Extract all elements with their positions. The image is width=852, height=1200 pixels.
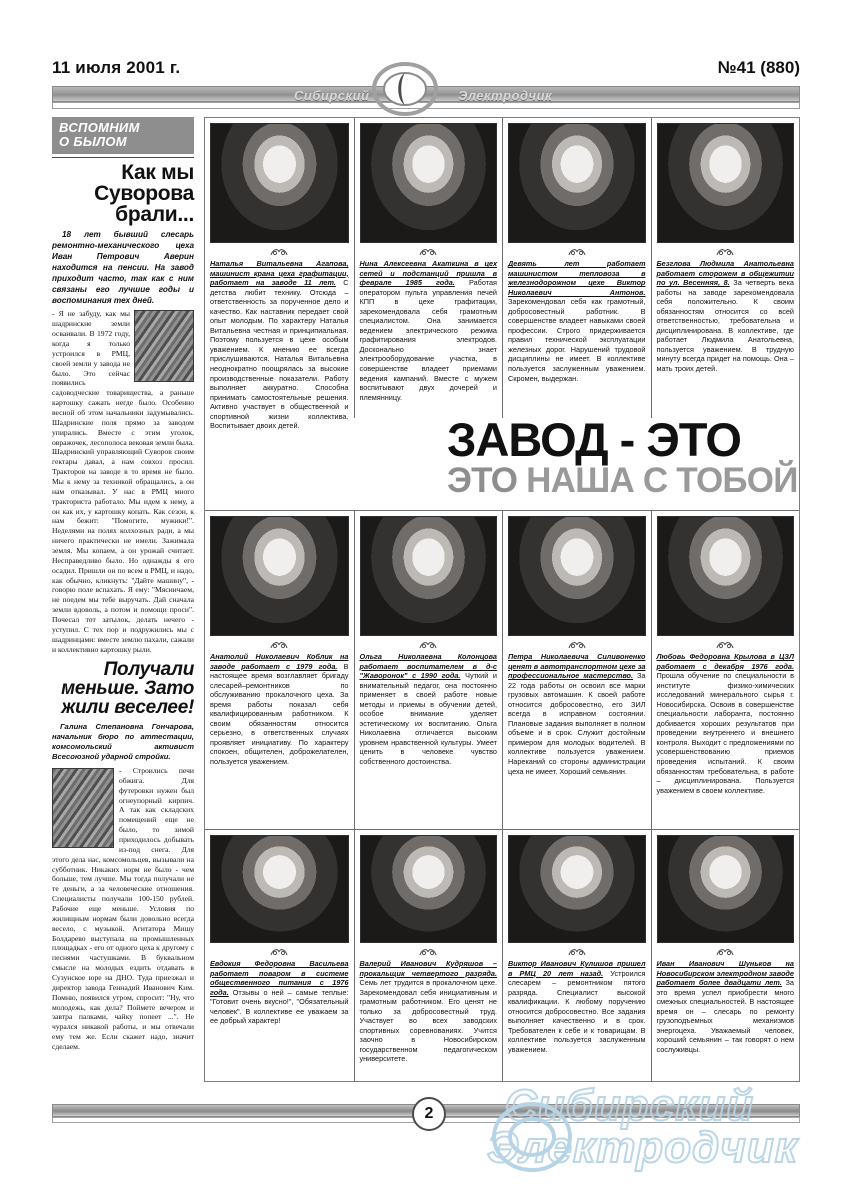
worker-cell <box>354 830 503 1082</box>
worker-caption <box>360 259 498 402</box>
worker-text: Работая оператором пульта управления печей КПП в цехе графитации, зарекомендовала себя грамотным специалистом. Она занимается ведением электрического режима графитирования электродов. Досконально знает электрооборудование участка, в совершенстве владеет приемами ведения кампаний. Вместе с мужем воспитывают двух дочерей и племянницу. <box>359 278 497 402</box>
worker-text: Отзывы о ней – самые теплые: "Готовит очень вкусно!", "Обязательный человек". В коллективе ее уважаем за ее добрый характер! <box>210 987 349 1026</box>
ornament-icon <box>715 946 735 958</box>
worker-photo <box>210 123 349 243</box>
worker-caption <box>508 259 646 383</box>
worker-name: Валерий Иванович Кудряшов – прокальщик четвертого разряда. <box>359 959 497 978</box>
worker-row-2 <box>205 511 799 829</box>
worker-cell <box>651 118 800 418</box>
worker-name: Анатолий Николаевич Коблик на заводе работает с 1979 года. <box>210 652 349 671</box>
worker-cell <box>205 511 354 829</box>
worker-cell <box>205 830 354 1082</box>
sidebar-body-1 <box>52 309 194 654</box>
ornament-icon <box>269 246 289 258</box>
watermark-ring-icon <box>490 1100 574 1174</box>
worker-name: Нина Алексеевна Акаткина в цех сетей и подстанций пришла в феврале 1985 года. <box>359 259 497 288</box>
issue-date: 11 июля 2001 г. <box>52 58 181 77</box>
worker-name: Евдокия Федоровна Васильева работает поваром в системе общественного питания с 1976 года. <box>210 959 349 997</box>
worker-photo <box>360 123 498 243</box>
ornament-icon <box>269 639 289 651</box>
worker-photo <box>508 835 646 943</box>
sidebar-kicker-line1: ВСПОМНИМ <box>59 120 140 135</box>
ornament-icon <box>418 946 438 958</box>
worker-photo <box>210 516 349 636</box>
worker-text: Зарекомендовал себя как грамотный, добросовестный работник. В совершенстве владеет навыками своей профессии. Строго придерживается правил технической эксплуатации железных дорог. Нарушений трудовой дисциплины не имеет. В коллективе пользуется заслуженным уважением. Скромен, выдержан. <box>508 297 646 383</box>
worker-row-1 <box>205 118 799 431</box>
sidebar-headline: Как мы Суворова брали... <box>94 161 194 227</box>
sidebar-body-1-text: - Я не забуду, как мы шадринские земли осваивали. В 1972 году, когда я только устроился в РМЦ, своей земли у завода не было. Это сейчас появились садоводческие товарищества, а раньше картошку сажать негде было. Особенно весной об этом начальники задумывались. Шадринские поля прямо за заводом упирались. Вместе с этим уголок, овражочек, лесополоса вековая земли была. Шадринский управляющий Суворов своим гектары давал, а нам совхоз просил. Тракторов на заводе в то время не было. Мы к нему за техникой обращались, а он нам отказывал. У нас в РМЦ много тракториста работало. Мы идем к нему, а он как их, у картошку копать. Как сезон, к нам бежит: "Помогите, мужики!". Неделями на полях колхозных ради, а мы ничего практически не имели. Зажимала земля. Мы копаем, а он урожай считает. Несправедливо было. Но однажды я его осадил. Пришли он по всем в РМЦ, и надо, как обычно, кликнуть: "Дайте машину", - говорю поле вспахать. Я ему: "Мясничаем, не поедем мы тебе выручать. Дай сначала земли вдоволь, а потом и помощи проси". Почесал тот затылок, делать нечего - уступил. С тех пор и подружились мы с шадринцами: вместе землю пахали, сажали и коллективно картошку рыли. <box>52 309 194 654</box>
sidebar-kicker <box>52 117 194 154</box>
worker-name: Любовь Федоровна Крылова в ЦЗЛ работает с декабря 1976 года. <box>656 652 794 671</box>
page-number: 2 <box>412 1097 446 1131</box>
worker-caption <box>508 959 646 1054</box>
worker-photo <box>657 516 795 636</box>
worker-text: За 22 года работы он освоил все марки грузовых автомашин. К своей работе относится добросовестно, его ЗИЛ всегда в исправном состоянии. Плановые задания выполняет в полном объеме и в срок. Служит достойным примером для молодых водителей. В коллективе пользуется уважением. Нареканий со стороны администрации цеха не имеет. Хороший семьянин. <box>508 671 646 776</box>
ornament-icon <box>567 639 587 651</box>
worker-cell <box>651 511 800 829</box>
feature-headline-line2 <box>447 460 799 500</box>
worker-caption <box>657 652 795 795</box>
sidebar-body-2-text: - Строились печи обжига. Для футеровки нужен был огнеупорный кирпич. А так как складских помещений еще не было, то зимой приходилось добывать из-под снега. Для этого дела нас, комсомольцев, вызывали на субботник. Никаких норм не было - чем больше, тем лучше. Мы тогда получали не те деньги, а за человеческие отношения. Специалисты получали 100-150 рублей. Рабочие еще меньше. Условия по жилищным нормам были довольно всегда весело, с музыкой. Агитатора Мишу Болдарево выступала на промышленных площадках - его от одного цеха к другому с песнями частушками. В буквальном смысле на молодых ездить отдавать в Сузунское юре на ДНО. Туда приезжал и директор завода Геннадий Иванович Ким. Помню, появился утром, спросит: "Ну, что молодежь, как дела? Поймете вечером и завтра палками, чайку попеет ...". Не чурался никакой работы, и мы отвечали ему тем же. Если скажет надо, значит сделаем. <box>52 765 194 1051</box>
feature-headline-line2-b: НАША С ТОБОЙ <box>526 460 798 500</box>
worker-caption <box>508 652 646 776</box>
worker-caption <box>210 652 349 767</box>
worker-name: Безглова Людмила Анатольевна работает сторожем в общежитии по ул. Весенняя, 8. <box>656 259 794 288</box>
page-footer <box>52 1096 800 1130</box>
feature-headline-line1: ЗАВОД - ЭТО <box>447 413 741 466</box>
masthead <box>52 52 800 110</box>
worker-caption <box>657 259 795 374</box>
worker-cell <box>651 830 800 1082</box>
feature-headline <box>443 413 799 508</box>
worker-text: Устроился слесарем – ремонтником пятого разряда. Специалист высокой квалификации. К любому поручению относится добросовестно. Все задания выполняет качественно и в срок. Требователен к себе и к товарищам. В коллективе пользуется заслуженным уважением. <box>508 968 646 1054</box>
feature-headline-line2-a: ЭТО <box>447 460 518 500</box>
worker-photo <box>508 123 646 243</box>
worker-photo <box>657 835 795 943</box>
worker-name: Виктор Иванович Кулишов пришел в РМЦ 20 лет назад. <box>508 959 646 978</box>
worker-caption <box>210 959 349 1026</box>
newspaper-logo-icon <box>372 62 438 116</box>
worker-text: Семь лет трудится в прокалочном цехе. Зарекомендовал себя инициативным и грамотным работником. Его ценят не только за добросовестный труд. Участвует во всех заводских спортивных соревнованиях. Учится заочно в Новосибирском государственном педагогическом университете. <box>359 978 497 1064</box>
worker-text: Прошла обучение по специальности в институте физико-химических исследований минерального сырья г. Новосибирска. Освоив в совершенстве специальности лаборанта, постоянно добивается хороших результатов при проведении внутреннего и внешнего контроля. Выходит с предложениями по усовершенствованию приемов проведения испытаний. К своим обязанностям требовательна, в работе – дисциплинирована. Пользуется уважением в своем коллективе. <box>656 671 794 795</box>
worker-cell <box>205 118 354 431</box>
worker-text: С детства любит технику. Отсюда – ответственность за порученное дело и качество. Как наставник передает свой опыт молодым. По характеру Наталья Витальевна честная и принципиальная. Поэтому пользуется в цехе особым уважением. К мнению ее всегда прислушиваются. Наталья Витальевна неоднократно поощрялась за высокие производственные показатели. Работу выполняет аккуратно. Способна принимать самостоятельные решения. Активно участвует в общественной и спортивной жизни коллектива. Воспитывает двоих детей. <box>210 278 349 431</box>
sidebar-headline-2: Получали меньше. Зато жили веселее! <box>61 659 194 719</box>
sidebar-intro: 18 лет бывший слесарь ремонтно-механического цеха Иван Петрович Аверин находится на пенсии. На завод приходит часто, так как с ним связаны его лучшие годы и воспоминания тех дней. <box>52 230 194 305</box>
issue-number: №41 (880) <box>717 58 800 77</box>
sidebar-byline-2: Галина Степановна Гончарова, начальник бюро по аттестации, комсомольский активист Всесоюзной ударной стройки. <box>52 722 194 762</box>
portrait-photo-veteran <box>134 310 194 382</box>
ornament-icon <box>567 946 587 958</box>
worker-name: Ольга Николаевна Колонцова работает воспитателем в д-с "Жаворонок" с 1990 года. <box>359 652 497 681</box>
ornament-icon <box>269 946 289 958</box>
ornament-icon <box>715 639 735 651</box>
worker-text: Чуткий и внимательный педагог, она постоянно применяет в своей работе новые методы и приемы в обучении детей, особое внимание уделяет эстетическому их воспитанию. Ольга Николаевна отличается высоким уровнем нравственной культуры. Умеет ценить в человеке чувство собственного достоинства. <box>359 671 497 767</box>
worker-name: Наталья Витальевна Агапова, машинист крана цеха графитации, работает на заводе 11 лет. <box>210 259 349 288</box>
worker-photo <box>360 516 498 636</box>
worker-name: Иван Иванович Шуньков на Новосибирском электродном заводе работает более двадцати лет. <box>656 959 794 988</box>
worker-caption <box>360 652 498 767</box>
worker-caption <box>210 259 349 431</box>
portrait-photo-goncharova <box>52 768 114 848</box>
worker-text: За это время успел приобрести много смежных специальностей. В настоящее время он – слесарь по ремонту грузоподъемных механизмов энергоцеха. Уважаемый человек, хороший семьянин – так говорят о нем сослуживцы. <box>656 978 794 1054</box>
worker-photo <box>210 835 349 943</box>
worker-row-3 <box>205 830 799 1082</box>
worker-text: В настоящее время возглавляет бригаду слесарей–ремонтников по обслуживанию прокалочного цеха. За время работы показал себя квалифицированным работником. К своим обязанностям относится серьезно, в ответственных случаях проявляет инициативу. По характеру спокоен, общителен, доброжелателен, пользуется уважением. <box>210 661 349 767</box>
worker-cell <box>354 511 503 829</box>
worker-cell <box>502 830 651 1082</box>
feature-column <box>204 117 800 1082</box>
sidebar-body-2 <box>52 766 194 1052</box>
worker-name: Петра Николаевича Силивоненко ценят в автотранспортном цехе за профессиональное мастерство. <box>508 652 646 681</box>
ornament-icon <box>418 639 438 651</box>
page-content <box>52 117 800 1082</box>
sidebar-kicker-line2: О БЫЛОМ <box>59 134 127 150</box>
ornament-icon <box>418 246 438 258</box>
worker-cell <box>502 511 651 829</box>
worker-text: За четверть века работы на заводе зарекомендовала себя положительно. К своим обязанностям относится со всей ответственностью, требовательна и дисциплинирована. В коллективе, где работает Людмила Анатольевна, пользуется уважением. В трудную минуту всегда придет на помощь. Она – мать троих детей. <box>656 278 794 374</box>
worker-caption <box>360 959 498 1064</box>
divider <box>52 157 194 158</box>
masthead-word-left: Сибирский <box>294 88 370 103</box>
worker-cell <box>354 118 503 418</box>
worker-photo <box>657 123 795 243</box>
worker-photo <box>508 516 646 636</box>
worker-caption <box>657 959 795 1054</box>
ornament-icon <box>567 246 587 258</box>
ornament-icon <box>715 246 735 258</box>
worker-name: Девять лет работает машинистом тепловоза в железнодорожном цехе Виктор Николаевич Антонов. <box>508 259 646 297</box>
masthead-word-right: Электродчик <box>458 88 553 103</box>
sidebar-column <box>52 117 194 1082</box>
worker-cell <box>502 118 651 418</box>
worker-photo <box>360 835 498 943</box>
watermark-line2: Электродчик <box>487 1122 799 1172</box>
